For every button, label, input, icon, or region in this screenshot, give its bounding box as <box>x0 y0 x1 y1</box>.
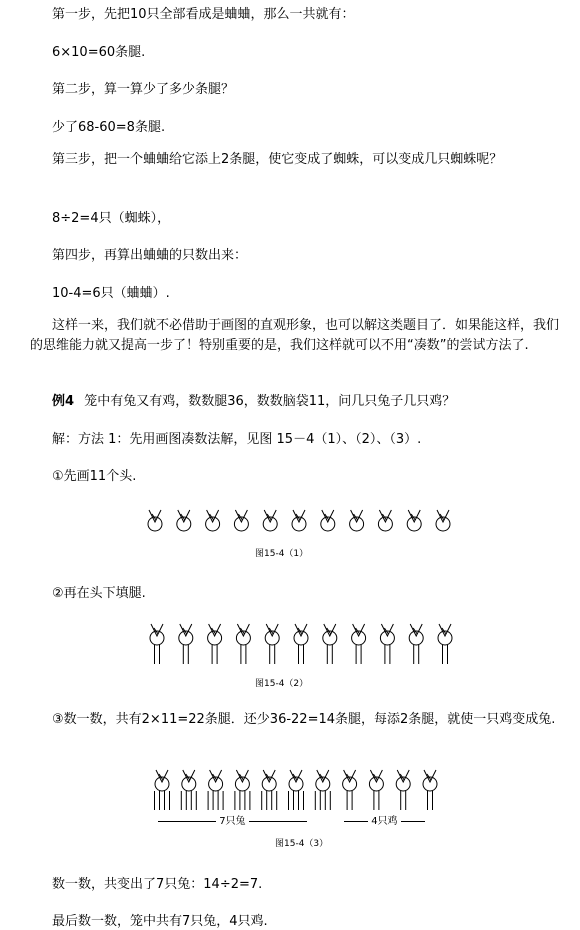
creature-1 <box>150 624 164 664</box>
creature-8 <box>343 770 357 810</box>
creature-4 <box>236 624 250 664</box>
chicken-label: 4只鸡 <box>371 816 398 827</box>
creature-5 <box>263 510 277 531</box>
creature-8 <box>352 624 366 664</box>
step3-paragraph: 第三步，把一个蛐蛐给它添上2条腿，使它变成了蜘蛛，可以变成几只蜘蛛呢？ <box>52 152 503 167</box>
creature-2 <box>177 510 191 531</box>
step1-text: 第一步，先把10只全部看成是蛐蛐，那么一共就有： <box>52 7 355 22</box>
creature-3 <box>206 510 220 531</box>
figure-caption-3: 图15-4（3） <box>275 839 329 849</box>
step4-text: 第四步，再算出蛐蛐的只数出来： <box>52 248 248 263</box>
creature-3 <box>208 770 223 810</box>
creature-10 <box>407 510 421 531</box>
summary-paragraph: 这样一来，我们就不必借助于画图的直观形象，也可以解这类题目了．如果能这样，我们的思维能力就又提高一步了！特别重要的是，我们这样就可以不用“凑数”的尝试方法了. <box>30 318 560 353</box>
creature-7 <box>323 624 337 664</box>
creature-7 <box>315 770 330 810</box>
example-heading <box>52 390 455 409</box>
creature-1 <box>155 770 170 810</box>
figure-caption-2: 图15-4（2） <box>255 679 309 689</box>
equation-2: 少了68-60=8条腿. <box>52 120 166 135</box>
creature-4 <box>235 770 250 810</box>
creature-2 <box>181 770 196 810</box>
equation-4: 10-4=6只（蛐蛐）. <box>52 286 170 301</box>
figure-heads <box>0 502 580 552</box>
step2-text: 第二步，算一算少了多少条腿？ <box>52 82 235 97</box>
creature-11 <box>423 770 437 810</box>
step-count-paragraph: ③数一数，共有2×11=22条腿．还少36-22=14条腿，每添2条腿，就使一只鸡变成兔. <box>52 712 556 727</box>
rabbit-label: 7只兔 <box>219 816 246 827</box>
figure-caption-1: 图15-4（1） <box>255 549 309 559</box>
creature-2 <box>179 624 193 664</box>
final-answer: 最后数一数，笼中共有7只兔，4只鸡. <box>52 914 268 929</box>
creature-7 <box>321 510 335 531</box>
step-draw-legs: ②再在头下填腿. <box>52 586 146 601</box>
creature-8 <box>350 510 364 531</box>
figure-rabbits-chickens <box>0 766 580 816</box>
chicken-brace <box>344 812 444 827</box>
creature-6 <box>294 624 308 664</box>
creature-9 <box>380 624 394 664</box>
equation-3: 8÷2=4只（蜘蛛）， <box>52 211 171 226</box>
creature-5 <box>265 624 279 664</box>
creature-11 <box>436 510 450 531</box>
count-result: 数一数，共变出了7只兔：14÷2=7. <box>52 877 263 892</box>
creature-9 <box>369 770 383 810</box>
creature-6 <box>292 510 306 531</box>
creature-1 <box>148 510 162 531</box>
example-question: 笼中有兔又有鸡，数数腿36，数数脑袋11，问几只兔子几只鸡？ <box>84 394 456 409</box>
solution-text: 解：方法 1：先用画图凑数法解，见图 15－4（1）、（2）、（3）. <box>52 432 422 447</box>
figure-heads-legs <box>0 618 580 668</box>
creature-4 <box>234 510 248 531</box>
equation-1: 6×10=60条腿. <box>52 45 146 60</box>
example-label: 例4 <box>52 394 75 409</box>
step-draw-heads: ①先画11个头. <box>52 469 137 484</box>
creature-10 <box>396 770 410 810</box>
creature-5 <box>262 770 277 810</box>
creature-3 <box>208 624 222 664</box>
creature-11 <box>438 624 452 664</box>
creature-10 <box>409 624 423 664</box>
creature-9 <box>378 510 392 531</box>
rabbit-brace <box>158 812 328 827</box>
creature-6 <box>289 770 304 810</box>
